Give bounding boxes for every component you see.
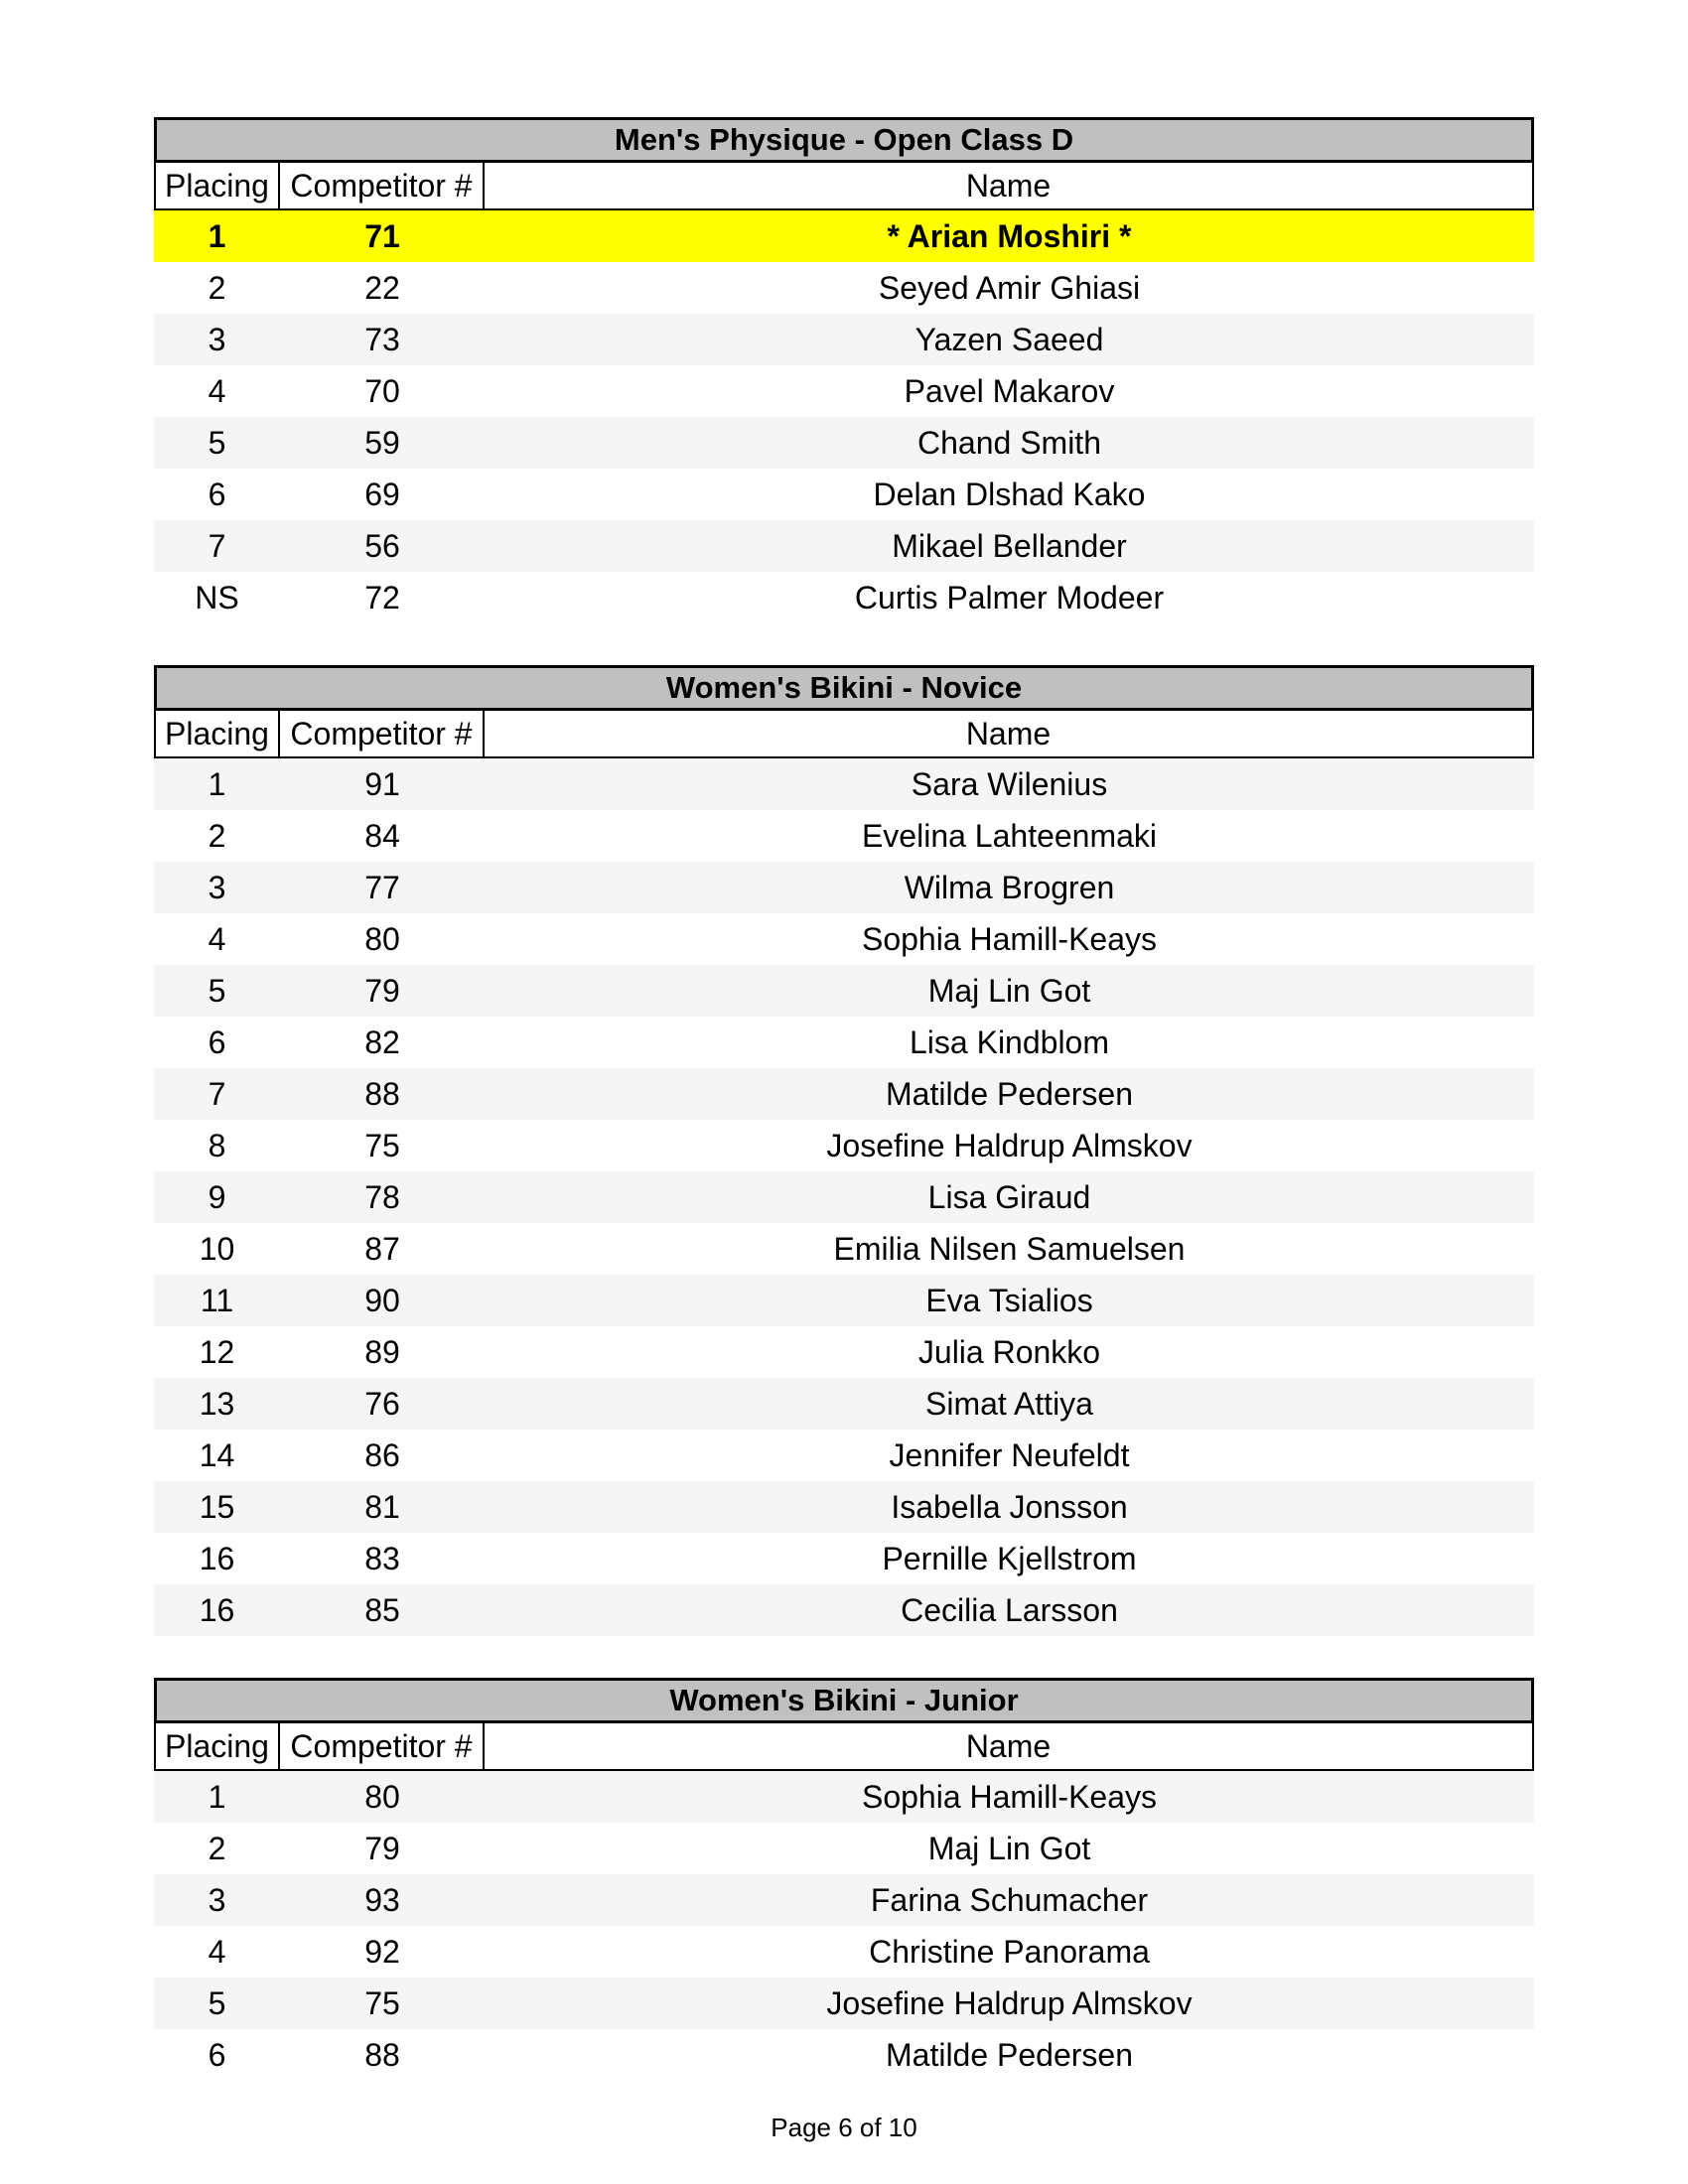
competitor-number-cell: 72 <box>364 579 400 615</box>
column-header-name: Name <box>965 1727 1052 1764</box>
competitor-number-cell: 56 <box>364 527 400 564</box>
table-row <box>154 2029 1534 2081</box>
name-cell: Delan Dlshad Kako <box>873 476 1146 512</box>
placing-cell: 5 <box>208 972 226 1009</box>
name-cell: Pavel Makarov <box>904 372 1115 409</box>
column-header-competitor: Competitor # <box>280 163 485 208</box>
table-row <box>154 1275 1534 1326</box>
name-cell: Pernille Kjellstrom <box>882 1540 1137 1576</box>
table-row <box>154 1874 1534 1926</box>
table-row <box>154 1120 1534 1171</box>
section-title: Women's Bikini - Novice <box>154 665 1534 711</box>
competitor-number-cell: 75 <box>364 1984 400 2021</box>
competitor-number-cell: 81 <box>364 1488 400 1525</box>
table-row <box>154 1533 1534 1584</box>
competitor-number-cell: 70 <box>364 372 400 409</box>
competitor-number-cell: 85 <box>364 1591 400 1628</box>
placing-cell: 10 <box>199 1230 235 1267</box>
section-title: Women's Bikini - Junior <box>154 1678 1534 1723</box>
name-cell: Christine Panorama <box>869 1933 1150 1970</box>
competitor-number-cell: 91 <box>364 765 400 802</box>
name-cell: Josefine Haldrup Almskov <box>826 1984 1193 2021</box>
competitor-number-cell: 90 <box>364 1282 400 1318</box>
competitor-number-cell: 93 <box>364 1881 400 1918</box>
name-cell: Eva Tsialios <box>925 1282 1093 1318</box>
name-cell: Farina Schumacher <box>870 1881 1149 1918</box>
name-cell: Seyed Amir Ghiasi <box>878 269 1141 306</box>
competitor-number-cell: 22 <box>364 269 400 306</box>
competitor-number-cell: 73 <box>364 321 400 357</box>
name-cell: Simat Attiya <box>925 1385 1093 1422</box>
column-header-placing: Placing <box>156 711 280 756</box>
table-row <box>154 1481 1534 1533</box>
column-header-placing: Placing <box>156 1723 280 1769</box>
name-cell: Mikael Bellander <box>892 527 1127 564</box>
table-row <box>154 1171 1534 1223</box>
competitor-number-cell: 69 <box>364 476 400 512</box>
table-row <box>154 758 1534 810</box>
placing-cell: 7 <box>208 1075 226 1112</box>
competitor-number-cell: 79 <box>364 1830 400 1866</box>
table-row <box>154 810 1534 862</box>
name-cell: Emilia Nilsen Samuelsen <box>833 1230 1186 1267</box>
competitor-number-cell: 80 <box>364 920 400 957</box>
placing-cell: 7 <box>208 527 226 564</box>
competitor-number-cell: 76 <box>364 1385 400 1422</box>
placing-cell: 12 <box>199 1333 235 1370</box>
name-cell: Yazen Saeed <box>914 321 1104 357</box>
placing-cell: 2 <box>208 1830 226 1866</box>
placing-cell: 2 <box>208 269 226 306</box>
table-row <box>154 1771 1534 1823</box>
table-row <box>154 314 1534 365</box>
placing-cell: 15 <box>199 1488 235 1525</box>
competitor-number-cell: 86 <box>364 1436 400 1473</box>
placing-cell: 16 <box>199 1540 235 1576</box>
competitor-number-cell: 87 <box>364 1230 400 1267</box>
placing-cell: 2 <box>208 817 226 854</box>
name-cell: Matilde Pedersen <box>885 1075 1134 1112</box>
placing-cell: 1 <box>208 765 226 802</box>
rows <box>154 1771 1534 2081</box>
placing-cell: 9 <box>208 1178 226 1215</box>
table-row <box>154 1926 1534 1978</box>
competitor-number-cell: 59 <box>364 424 400 461</box>
placing-cell: 11 <box>200 1282 234 1318</box>
table-row <box>154 520 1534 572</box>
placing-cell: 16 <box>199 1591 235 1628</box>
column-header-row <box>154 1723 1534 1771</box>
table-row <box>154 1017 1534 1068</box>
placing-cell: 6 <box>208 1024 226 1060</box>
competitor-number-cell: 78 <box>364 1178 400 1215</box>
column-header-row <box>154 711 1534 758</box>
placing-cell: 6 <box>208 476 226 512</box>
rows <box>154 210 1534 623</box>
placing-cell: 6 <box>208 2036 226 2073</box>
placing-cell: 13 <box>199 1385 235 1422</box>
column-header-name: Name <box>965 167 1052 204</box>
name-cell: Curtis Palmer Modeer <box>854 579 1165 615</box>
table-row <box>154 1378 1534 1430</box>
table-row <box>154 1978 1534 2029</box>
placing-cell: 5 <box>208 1984 226 2021</box>
table-row <box>154 417 1534 469</box>
name-cell: Matilde Pedersen <box>885 2036 1134 2073</box>
table-row <box>154 262 1534 314</box>
placing-cell: NS <box>195 579 239 615</box>
name-cell: Jennifer Neufeldt <box>889 1436 1130 1473</box>
placing-cell: 4 <box>208 920 226 957</box>
placing-cell: 8 <box>208 1127 226 1163</box>
table-row <box>154 210 1534 262</box>
competitor-number-cell: 84 <box>364 817 400 854</box>
results-table-womens-bikini-novice <box>154 665 1534 1636</box>
table-row <box>154 965 1534 1017</box>
table-row <box>154 365 1534 417</box>
name-cell: Lisa Giraud <box>927 1178 1091 1215</box>
competitor-number-cell: 75 <box>364 1127 400 1163</box>
placing-cell: 3 <box>208 321 226 357</box>
competitor-number-cell: 80 <box>364 1778 400 1815</box>
name-cell: Cecilia Larsson <box>901 1591 1118 1628</box>
placing-cell: 4 <box>208 372 226 409</box>
name-cell: Lisa Kindblom <box>910 1024 1109 1060</box>
placing-cell: 5 <box>208 424 226 461</box>
name-cell: Maj Lin Got <box>927 972 1091 1009</box>
results-table-womens-bikini-junior <box>154 1678 1534 2081</box>
column-header-name: Name <box>965 715 1052 751</box>
section-title: Men's Physique - Open Class D <box>154 117 1534 163</box>
column-header-competitor: Competitor # <box>280 1723 485 1769</box>
competitor-number-cell: 82 <box>364 1024 400 1060</box>
name-cell: Julia Ronkko <box>917 1333 1101 1370</box>
placing-cell: 3 <box>208 1881 226 1918</box>
placing-cell: 1 <box>208 1778 226 1815</box>
page-number: Page 6 of 10 <box>771 2113 917 2142</box>
table-row <box>154 913 1534 965</box>
name-cell: Josefine Haldrup Almskov <box>826 1127 1193 1163</box>
competitor-number-cell: 88 <box>364 2036 400 2073</box>
column-header-row <box>154 163 1534 210</box>
column-header-competitor: Competitor # <box>280 711 485 756</box>
table-row <box>154 572 1534 623</box>
competitor-number-cell: 83 <box>364 1540 400 1576</box>
competitor-number-cell: 77 <box>364 869 400 905</box>
competitor-number-cell: 88 <box>364 1075 400 1112</box>
name-cell: Evelina Lahteenmaki <box>861 817 1158 854</box>
table-row <box>154 1326 1534 1378</box>
table-row <box>154 1068 1534 1120</box>
table-row <box>154 1823 1534 1874</box>
placing-cell: 14 <box>199 1436 235 1473</box>
rows <box>154 758 1534 1636</box>
table-row <box>154 1584 1534 1636</box>
results-table-mens-physique <box>154 117 1534 623</box>
table-row <box>154 862 1534 913</box>
name-cell: Sara Wilenius <box>911 765 1108 802</box>
placing-cell: 1 <box>208 217 226 254</box>
placing-cell: 4 <box>208 1933 226 1970</box>
competitor-number-cell: 71 <box>364 217 400 254</box>
name-cell: Sophia Hamill-Keays <box>861 1778 1157 1815</box>
competitor-number-cell: 79 <box>364 972 400 1009</box>
name-cell: Chand Smith <box>917 424 1101 461</box>
name-cell: Wilma Brogren <box>904 869 1115 905</box>
table-row <box>154 1223 1534 1275</box>
column-header-placing: Placing <box>156 163 280 208</box>
placing-cell: 3 <box>208 869 226 905</box>
table-row <box>154 469 1534 520</box>
competitor-number-cell: 92 <box>364 1933 400 1970</box>
name-cell: * Arian Moshiri * <box>887 217 1132 254</box>
name-cell: Isabella Jonsson <box>891 1488 1128 1525</box>
competitor-number-cell: 89 <box>364 1333 400 1370</box>
name-cell: Sophia Hamill-Keays <box>861 920 1157 957</box>
table-row <box>154 1430 1534 1481</box>
name-cell: Maj Lin Got <box>927 1830 1091 1866</box>
